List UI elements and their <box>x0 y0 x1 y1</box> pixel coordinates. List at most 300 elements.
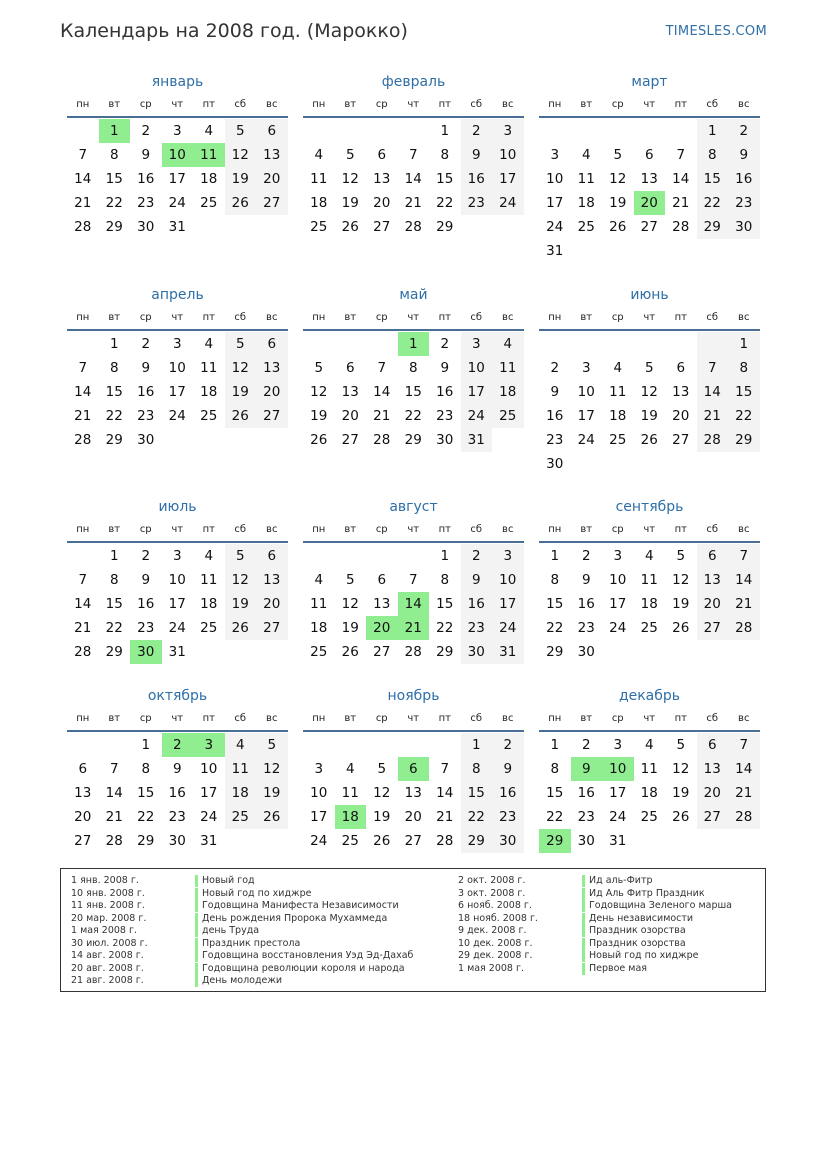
day-cell: 17 <box>200 785 218 801</box>
day-cell: 4 <box>204 548 214 564</box>
weekday-label: чт <box>407 312 420 323</box>
empty-cell <box>665 640 697 664</box>
legend-holiday-name: Новый год по хиджре <box>202 887 312 899</box>
day-cell: 7 <box>377 360 387 376</box>
legend-holiday-name: день Труда <box>202 925 260 936</box>
day-cell: 4 <box>204 123 214 139</box>
weekday-label: ср <box>611 99 624 110</box>
day-cell: 2 <box>141 336 151 352</box>
month-1 <box>67 70 288 239</box>
day-cell: 1 <box>697 119 729 143</box>
day-cell: 21 <box>404 195 422 211</box>
day-cell: 1 <box>728 332 760 356</box>
day-cell: 24 <box>577 432 595 448</box>
empty-cell <box>634 239 666 263</box>
weekday-label: вс <box>502 99 514 110</box>
day-cell: 14 <box>74 384 92 400</box>
day-cell: 13 <box>256 356 288 380</box>
month-name: декабрь <box>618 688 681 704</box>
day-cell: 19 <box>225 167 257 191</box>
day-cell: 28 <box>74 219 92 235</box>
day-cell: 18 <box>640 596 658 612</box>
day-cell: 1 <box>550 737 560 753</box>
day-cell: 27 <box>640 219 658 235</box>
empty-cell <box>193 640 225 664</box>
day-cell: 2 <box>141 123 151 139</box>
legend-row <box>71 888 371 901</box>
day-cell: 2 <box>461 119 493 143</box>
legend-row <box>458 963 758 976</box>
day-cell: 26 <box>225 191 257 215</box>
weekday-label: вс <box>266 713 278 724</box>
weekday-header <box>67 307 288 331</box>
day-cell: 15 <box>105 384 123 400</box>
day-cell: 17 <box>609 785 627 801</box>
day-cell: 18 <box>310 195 328 211</box>
day-cell: 14 <box>398 592 430 616</box>
month-name: октябрь <box>147 688 208 704</box>
day-cell: 11 <box>310 596 328 612</box>
day-cell: 28 <box>697 428 729 452</box>
holiday-marker <box>195 975 198 987</box>
day-cell: 23 <box>577 809 595 825</box>
month-6 <box>539 283 760 476</box>
month-7 <box>67 495 288 664</box>
day-cell: 5 <box>345 572 355 588</box>
empty-cell <box>665 829 697 853</box>
holiday-marker <box>195 938 198 950</box>
weekday-header <box>539 519 760 543</box>
day-cell: 18 <box>200 384 218 400</box>
weekday-header <box>539 307 760 331</box>
empty-cell <box>366 332 398 356</box>
day-cell: 6 <box>697 544 729 568</box>
day-cell: 9 <box>440 360 450 376</box>
month-name: март <box>631 74 668 90</box>
day-cell: 13 <box>697 757 729 781</box>
weekday-label: ср <box>611 713 624 724</box>
day-cell: 8 <box>461 757 493 781</box>
day-cell: 6 <box>676 360 686 376</box>
day-cell: 2 <box>141 548 151 564</box>
day-cell: 24 <box>168 195 186 211</box>
day-cell: 27 <box>672 432 690 448</box>
day-cell: 10 <box>168 360 186 376</box>
weekday-label: пт <box>674 99 687 110</box>
weekday-label: вт <box>108 524 121 535</box>
weekday-header <box>67 94 288 118</box>
weekday-label: вт <box>344 713 357 724</box>
day-cell: 8 <box>109 572 119 588</box>
day-cell: 19 <box>256 781 288 805</box>
day-cell: 8 <box>109 360 119 376</box>
day-cell: 16 <box>577 596 595 612</box>
day-cell: 18 <box>609 408 627 424</box>
legend-row <box>71 925 371 938</box>
day-cell: 15 <box>461 781 493 805</box>
empty-cell <box>634 332 666 356</box>
day-cell: 5 <box>377 761 387 777</box>
legend-row <box>71 912 388 926</box>
day-cell: 27 <box>373 219 391 235</box>
day-cell: 28 <box>672 219 690 235</box>
day-cell: 27 <box>341 432 359 448</box>
legend-date: 1 мая 2008 г. <box>71 925 137 936</box>
day-cell: 23 <box>137 408 155 424</box>
empty-cell <box>461 215 493 239</box>
day-cell: 15 <box>728 380 760 404</box>
empty-cell <box>634 829 666 853</box>
weekday-label: пт <box>202 713 215 724</box>
day-cell: 25 <box>310 219 328 235</box>
empty-cell <box>602 640 634 664</box>
day-cell: 21 <box>728 592 760 616</box>
day-cell: 30 <box>546 456 564 472</box>
empty-cell <box>634 452 666 476</box>
day-cell: 15 <box>404 384 422 400</box>
day-cell: 22 <box>105 408 123 424</box>
day-cell: 23 <box>436 408 454 424</box>
legend-row <box>71 975 371 988</box>
legend-row <box>71 950 414 963</box>
empty-cell <box>303 733 335 757</box>
day-cell: 10 <box>609 572 627 588</box>
legend-date: 9 дек. 2008 г. <box>458 925 527 936</box>
day-cell: 29 <box>436 644 454 660</box>
day-grid <box>303 733 524 853</box>
weekday-label: ср <box>375 713 388 724</box>
weekday-label: вт <box>344 524 357 535</box>
legend-date: 21 авг. 2008 г. <box>71 975 144 986</box>
weekday-label: вт <box>108 312 121 323</box>
empty-cell <box>571 119 603 143</box>
day-cell: 10 <box>492 143 524 167</box>
day-cell: 6 <box>345 360 355 376</box>
weekday-label: пн <box>548 524 562 535</box>
day-cell: 26 <box>672 809 690 825</box>
day-cell: 22 <box>461 805 493 829</box>
month-8 <box>303 495 524 664</box>
day-cell: 23 <box>137 195 155 211</box>
day-cell: 14 <box>728 757 760 781</box>
weekday-label: пн <box>548 312 562 323</box>
legend-date: 20 авг. 2008 г. <box>71 962 144 974</box>
weekday-label: пн <box>312 99 326 110</box>
day-cell: 23 <box>492 805 524 829</box>
weekday-label: сб <box>470 99 483 110</box>
holiday-marker <box>582 875 585 887</box>
holiday-marker <box>582 963 585 975</box>
weekday-label: пн <box>312 312 326 323</box>
weekday-label: чт <box>407 713 420 724</box>
day-cell: 30 <box>577 833 595 849</box>
day-grid <box>303 544 524 664</box>
day-cell: 20 <box>404 809 422 825</box>
day-cell: 27 <box>373 644 391 660</box>
day-cell: 21 <box>373 408 391 424</box>
legend-row <box>71 875 371 888</box>
day-cell: 21 <box>74 408 92 424</box>
day-cell: 22 <box>105 195 123 211</box>
day-cell: 10 <box>310 785 328 801</box>
weekday-label: вт <box>344 99 357 110</box>
legend-date: 30 июл. 2008 г. <box>71 937 148 949</box>
day-grid <box>67 733 288 853</box>
weekday-label: сб <box>706 524 719 535</box>
day-cell: 24 <box>492 616 524 640</box>
day-cell: 19 <box>225 592 257 616</box>
day-cell: 22 <box>728 404 760 428</box>
day-cell: 11 <box>640 761 658 777</box>
weekday-header <box>303 708 524 732</box>
legend-holiday-name: Годовщина Манифеста Независимости <box>202 900 399 911</box>
day-cell: 13 <box>74 785 92 801</box>
holiday-marker <box>195 913 198 925</box>
day-cell: 7 <box>728 544 760 568</box>
day-cell: 21 <box>74 620 92 636</box>
day-cell: 7 <box>408 572 418 588</box>
day-cell: 1 <box>141 737 151 753</box>
day-cell: 7 <box>676 147 686 163</box>
day-cell: 17 <box>492 167 524 191</box>
weekday-header <box>303 307 524 331</box>
day-cell: 20 <box>366 616 398 640</box>
empty-cell <box>602 119 634 143</box>
empty-cell <box>398 544 430 568</box>
weekday-label: вт <box>580 312 593 323</box>
day-cell: 18 <box>200 171 218 187</box>
day-cell: 12 <box>672 761 690 777</box>
day-cell: 6 <box>377 147 387 163</box>
weekday-header <box>67 708 288 732</box>
weekday-label: чт <box>643 99 656 110</box>
day-cell: 16 <box>577 785 595 801</box>
month-10 <box>67 684 288 853</box>
day-cell: 16 <box>137 596 155 612</box>
day-grid <box>303 119 524 239</box>
day-cell: 12 <box>640 384 658 400</box>
day-cell: 20 <box>256 380 288 404</box>
day-cell: 18 <box>200 596 218 612</box>
weekday-label: сб <box>706 713 719 724</box>
day-cell: 21 <box>672 195 690 211</box>
day-cell: 15 <box>105 171 123 187</box>
day-cell: 11 <box>225 757 257 781</box>
day-cell: 28 <box>436 833 454 849</box>
day-cell: 30 <box>492 829 524 853</box>
day-cell: 24 <box>168 408 186 424</box>
day-cell: 7 <box>78 572 88 588</box>
day-cell: 4 <box>492 332 524 356</box>
legend-row <box>458 938 758 951</box>
day-cell: 11 <box>200 360 218 376</box>
day-cell: 11 <box>609 384 627 400</box>
empty-cell <box>697 332 729 356</box>
empty-cell <box>335 332 367 356</box>
day-cell: 30 <box>137 219 155 235</box>
day-cell: 10 <box>461 356 493 380</box>
empty-cell <box>634 640 666 664</box>
month-name: апрель <box>151 287 204 303</box>
legend-column-right <box>458 875 758 975</box>
day-cell: 28 <box>74 644 92 660</box>
empty-cell <box>602 239 634 263</box>
day-cell: 22 <box>436 620 454 636</box>
legend-holiday-name: День молодежи <box>202 975 283 986</box>
day-cell: 13 <box>640 171 658 187</box>
day-cell: 22 <box>697 191 729 215</box>
day-cell: 7 <box>78 147 88 163</box>
empty-cell <box>225 215 257 239</box>
day-cell: 25 <box>200 408 218 424</box>
day-cell: 10 <box>168 572 186 588</box>
day-cell: 18 <box>640 785 658 801</box>
empty-cell <box>697 452 729 476</box>
day-cell: 17 <box>577 408 595 424</box>
day-cell: 22 <box>546 620 564 636</box>
day-cell: 11 <box>310 171 328 187</box>
empty-cell <box>697 640 729 664</box>
holiday-marker <box>195 875 198 887</box>
day-cell: 3 <box>172 548 182 564</box>
day-cell: 3 <box>613 737 623 753</box>
day-cell: 6 <box>256 119 288 143</box>
day-cell: 26 <box>341 219 359 235</box>
empty-cell <box>256 428 288 452</box>
day-cell: 20 <box>697 592 729 616</box>
day-cell: 26 <box>640 432 658 448</box>
day-cell: 14 <box>105 785 123 801</box>
weekday-label: пт <box>438 99 451 110</box>
month-name: сентябрь <box>615 499 684 515</box>
day-cell: 17 <box>609 596 627 612</box>
day-cell: 3 <box>581 360 591 376</box>
day-cell: 13 <box>256 568 288 592</box>
site-logo-link[interactable]: TIMESLES.COM <box>665 24 767 39</box>
day-cell: 5 <box>644 360 654 376</box>
day-cell: 8 <box>550 572 560 588</box>
day-cell: 6 <box>644 147 654 163</box>
weekday-label: сб <box>234 713 247 724</box>
holiday-marker <box>582 950 585 962</box>
weekday-label: вт <box>344 312 357 323</box>
empty-cell <box>602 452 634 476</box>
day-cell: 19 <box>373 809 391 825</box>
empty-cell <box>225 640 257 664</box>
day-cell: 12 <box>225 356 257 380</box>
weekday-label: пн <box>312 713 326 724</box>
holiday-legend <box>60 868 766 992</box>
holiday-marker <box>582 938 585 950</box>
holiday-marker <box>195 900 198 912</box>
weekday-label: вс <box>738 99 750 110</box>
legend-date: 10 янв. 2008 г. <box>71 887 145 899</box>
day-cell: 23 <box>461 616 493 640</box>
legend-row <box>71 900 399 913</box>
day-cell: 1 <box>109 548 119 564</box>
weekday-label: сб <box>470 524 483 535</box>
weekday-label: чт <box>643 312 656 323</box>
day-cell: 15 <box>546 785 564 801</box>
weekday-label: ср <box>139 713 152 724</box>
day-cell: 5 <box>314 360 324 376</box>
day-cell: 12 <box>225 568 257 592</box>
day-cell: 9 <box>728 143 760 167</box>
legend-holiday-name: Годовщина Зеленого марша <box>589 900 732 911</box>
day-cell: 14 <box>697 380 729 404</box>
day-cell: 15 <box>105 596 123 612</box>
legend-holiday-name: Годовщина восстановления Уэд Эд-Дахаб <box>202 950 414 961</box>
day-cell: 3 <box>461 332 493 356</box>
weekday-label: пн <box>548 713 562 724</box>
day-cell: 27 <box>404 833 422 849</box>
day-cell: 2 <box>461 544 493 568</box>
month-name: август <box>389 499 438 515</box>
empty-cell <box>571 452 603 476</box>
day-cell: 7 <box>408 147 418 163</box>
day-cell: 1 <box>99 119 131 143</box>
empty-cell <box>303 119 335 143</box>
month-4 <box>67 283 288 452</box>
day-cell: 21 <box>105 809 123 825</box>
day-cell: 18 <box>492 380 524 404</box>
month-name: май <box>399 287 428 303</box>
day-cell: 16 <box>461 592 493 616</box>
day-cell: 21 <box>74 195 92 211</box>
day-cell: 11 <box>577 171 595 187</box>
day-cell: 20 <box>672 408 690 424</box>
legend-column-left <box>71 875 414 988</box>
weekday-label: чт <box>643 524 656 535</box>
day-cell: 16 <box>492 781 524 805</box>
legend-holiday-name: Первое мая <box>589 962 647 974</box>
day-cell: 11 <box>492 356 524 380</box>
day-cell: 4 <box>581 147 591 163</box>
day-cell: 23 <box>461 191 493 215</box>
day-cell: 3 <box>172 336 182 352</box>
day-cell: 25 <box>577 219 595 235</box>
day-cell: 27 <box>74 833 92 849</box>
day-cell: 30 <box>728 215 760 239</box>
day-cell: 4 <box>345 761 355 777</box>
holiday-marker <box>582 925 585 937</box>
legend-row <box>458 913 758 926</box>
day-cell: 9 <box>141 147 151 163</box>
day-cell: 18 <box>225 781 257 805</box>
empty-cell <box>256 829 288 853</box>
weekday-label: вт <box>580 524 593 535</box>
day-cell: 3 <box>314 761 324 777</box>
empty-cell <box>366 733 398 757</box>
empty-cell <box>256 640 288 664</box>
day-cell: 17 <box>310 809 328 825</box>
month-name: июль <box>158 499 197 515</box>
month-12 <box>539 684 760 853</box>
day-cell: 30 <box>577 644 595 660</box>
day-cell: 29 <box>436 219 454 235</box>
day-cell: 26 <box>373 833 391 849</box>
weekday-label: сб <box>234 99 247 110</box>
day-cell: 26 <box>672 620 690 636</box>
day-cell: 25 <box>492 404 524 428</box>
legend-date: 20 мар. 2008 г. <box>71 912 147 924</box>
legend-date: 29 дек. 2008 г. <box>458 950 533 961</box>
day-cell: 6 <box>256 332 288 356</box>
weekday-header <box>539 708 760 732</box>
weekday-label: пн <box>76 99 90 110</box>
legend-date: 6 нояб. 2008 г. <box>458 900 532 911</box>
day-cell: 20 <box>341 408 359 424</box>
